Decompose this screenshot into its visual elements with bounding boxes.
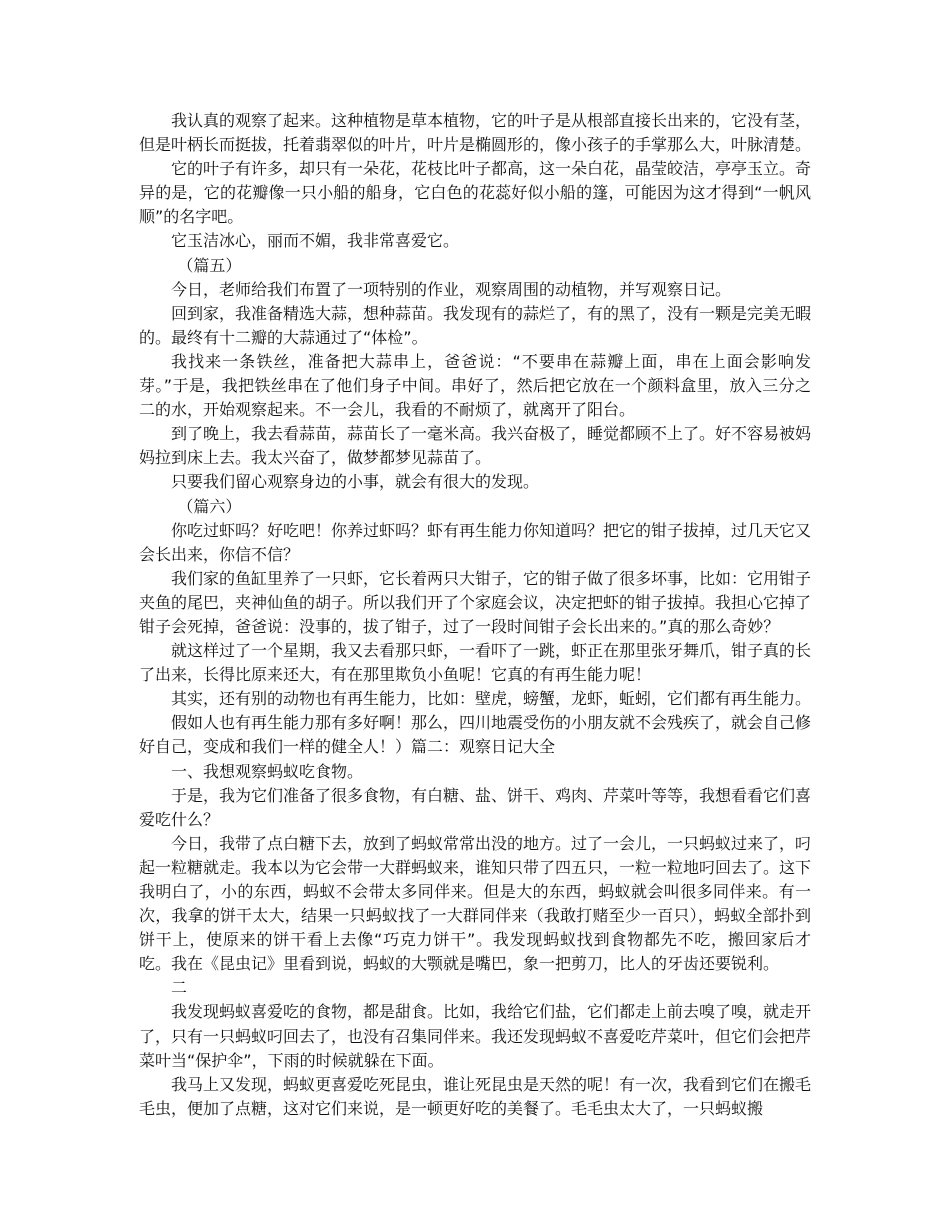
section-number: 二	[171, 978, 188, 998]
paragraph: 其实，还有别的动物也有再生能力，比如：壁虎，螃蟹，龙虾，蚯蚓，它们都有再生能力。	[171, 689, 812, 709]
paragraph: 回到家，我准备精选大蒜，想种蒜苗。我发现有的蒜烂了，有的黑了，没有一颗是完美无暇的。最终有十二瓣的大蒜通过了“体检”。	[139, 303, 812, 347]
paragraph: 假如人也有再生能力那有多好啊！那么，四川地震受伤的小朋友就不会残疾了，就会自己修好自己，变成和我们一样的健全人！）篇二：观察日记大全	[139, 713, 812, 757]
paragraph: 我马上又发现，蚂蚁更喜爱吃死昆虫，谁让死昆虫是天然的呢！有一次，我看到它们在搬毛毛虫，便加了点糖，这对它们来说，是一顿更好吃的美餐了。毛毛虫太大了，一只蚂蚁搬	[139, 1074, 812, 1118]
paragraph: 它玉洁冰心，丽而不媚，我非常喜爱它。	[171, 231, 460, 251]
paragraph: 它的叶子有许多，却只有一朵花，花枝比叶子都高，这一朵白花，晶莹皎洁，亭亭玉立。奇异的是，它的花瓣像一只小船的船身，它白色的花蕊好似小船的篷，可能因为这才得到“一帆风顺”的名字吧。	[139, 159, 812, 227]
paragraph: 到了晚上，我去看蒜苗，蒜苗长了一毫米高。我兴奋极了，睡觉都顾不上了。好不容易被妈妈拉到床上去。我太兴奋了，做梦都梦见蒜苗了。	[139, 424, 812, 468]
section-heading: （篇六）	[177, 496, 242, 516]
paragraph: 我认真的观察了起来。这种植物是草本植物，它的叶子是从根部直接长出来的，它没有茎，但是叶柄长而挺拔，托着翡翠似的叶片，叶片是椭圆形的，像小孩子的手掌那么大，叶脉清楚。	[139, 111, 812, 155]
paragraph: 今日，老师给我们布置了一项特别的作业，观察周围的动植物，并写观察日记。	[171, 279, 732, 299]
paragraph: 我找来一条铁丝，准备把大蒜串上，爸爸说：“不要串在蒜瓣上面，串在上面会影响发芽。”于是，我把铁丝串在了他们身子中间。串好了，然后把它放在一个颜料盒里，放入三分之二的水，开始观察起来。不一会儿，我看的不耐烦了，就离开了阳台。	[139, 351, 811, 420]
paragraph: 我发现蚂蚁喜爱吃的食物，都是甜食。比如，我给它们盐，它们都走上前去嗅了嗅，就走开了，只有一只蚂蚁叼回去了，也没有召集同伴来。我还发现蚂蚁不喜爱吃芹菜叶，但它们会把芹菜叶当“保护伞”，下雨的时候就躲在下面。	[139, 1002, 812, 1070]
paragraph: 于是，我为它们准备了很多食物，有白糖、盐、饼干、鸡肉、芹菜叶等等，我想看看它们喜爱吃什么？	[139, 785, 812, 829]
paragraph: 我们家的鱼缸里养了一只虾，它长着两只大钳子，它的钳子做了很多坏事，比如：它用钳子夹鱼的尾巴，夹神仙鱼的胡子。所以我们开了个家庭会议，决定把虾的钳子拔掉。我担心它掉了钳子会死掉，爸爸说：没事的，拔了钳子，过了一段时间钳子会长出来的。”真的那么奇妙？	[139, 568, 812, 636]
paragraph: 你吃过虾吗？好吃吧！你养过虾吗？虾有再生能力你知道吗？把它的钳子拔掉，过几天它又会长出来，你信不信？	[139, 520, 812, 564]
document-body	[139, 109, 811, 1121]
paragraph: 就这样过了一个星期，我又去看那只虾，一看吓了一跳，虾正在那里张牙舞爪，钳子真的长了出来，长得比原来还大，有在那里欺负小鱼呢！它真的有再生能力呢！	[139, 641, 812, 685]
paragraph: 一、我想观察蚂蚁吃食物。	[171, 761, 364, 781]
section-heading: （篇五）	[177, 255, 242, 275]
paragraph: 今日，我带了点白糖下去，放到了蚂蚁常常出没的地方。过了一会儿，一只蚂蚁过来了，叼起一粒糖就走。我本以为它会带一大群蚂蚁来，谁知只带了四五只，一粒一粒地叼回去了。这下我明白了，小的东西，蚂蚁不会带太多同伴来。但是大的东西，蚂蚁就会叫很多同伴来。有一次，我拿的饼干太大，结果一只蚂蚁找了一大群同伴来（我敢打赌至少一百只），蚂蚁全部扑到饼干上，使原来的饼干看上去像“巧克力饼干”。我发现蚂蚁找到食物都先不吃，搬回家后才吃。我在《昆虫记》里看到说，蚂蚁的大颚就是嘴巴，象一把剪刀，比人的牙齿还要锐利。	[139, 833, 812, 974]
paragraph: 只要我们留心观察身边的小事，就会有很大的发现。	[171, 472, 540, 492]
